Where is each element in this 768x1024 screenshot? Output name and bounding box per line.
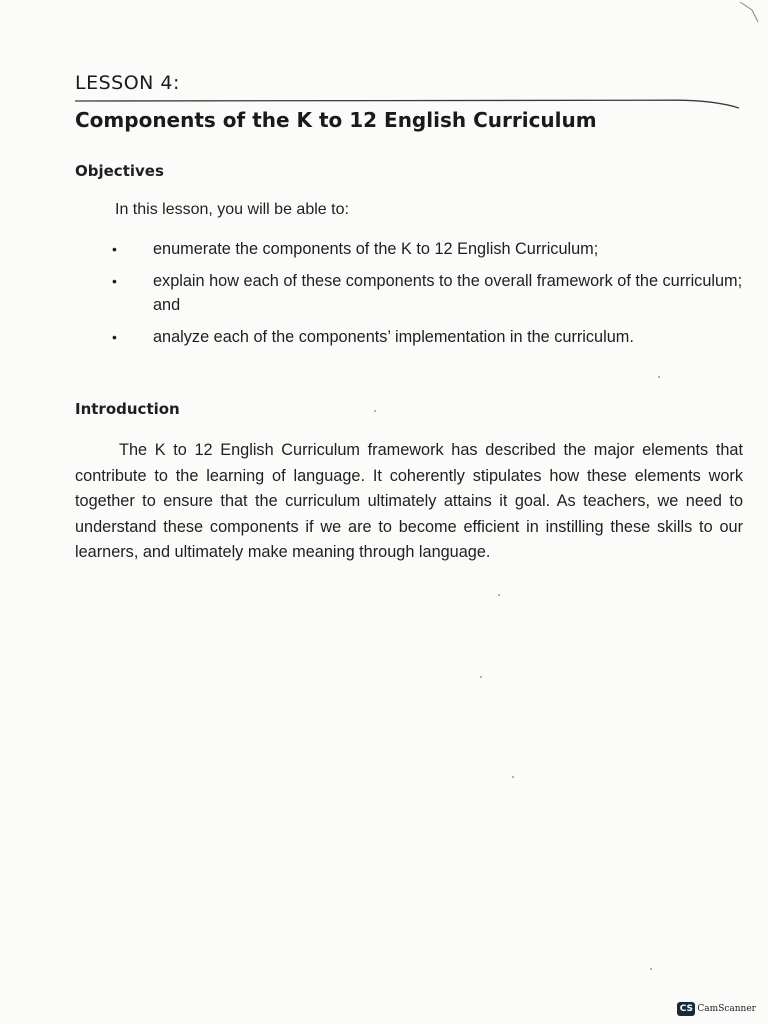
objective-text: explain how each of these components to the overall framework of the curriculum; and xyxy=(153,272,743,314)
scan-speck xyxy=(650,968,652,970)
list-item xyxy=(112,325,752,349)
objectives-list xyxy=(112,237,752,357)
scan-speck xyxy=(512,776,514,778)
list-item xyxy=(112,237,752,261)
objective-text: enumerate the components of the K to 12 English Curriculum; xyxy=(153,240,599,258)
scan-speck xyxy=(658,376,660,378)
list-item xyxy=(112,269,752,317)
objective-text: analyze each of the components’ implementation in the curriculum. xyxy=(153,328,634,346)
objectives-intro: In this lesson, you will be able to: xyxy=(115,201,349,218)
bullet-dot-icon: • xyxy=(112,329,117,345)
objectives-heading: Objectives xyxy=(75,162,164,180)
camscanner-text: CamScanner xyxy=(697,1004,756,1014)
introduction-heading: Introduction xyxy=(75,400,180,418)
bullet-dot-icon: • xyxy=(112,273,117,289)
scan-speck xyxy=(480,676,482,678)
introduction-paragraph: The K to 12 English Curriculum framework has described the major elements that contribute to the learning of language. It coherently stipulates how these elements work together to ensure that the curriculum ultimately attains it goal. As teachers, we need to understand these components if we are to become efficient in instilling these skills to our learners, and ultimately make meaning through language. xyxy=(75,441,743,561)
scan-speck xyxy=(498,594,500,596)
camscanner-watermark xyxy=(677,1002,756,1016)
bullet-dot-icon: • xyxy=(112,241,117,257)
camscanner-logo-icon: CS xyxy=(677,1002,695,1016)
lesson-title: Components of the K to 12 English Curriculum xyxy=(75,108,597,132)
corner-fold-mark xyxy=(738,0,760,24)
lesson-label: LESSON 4: xyxy=(75,72,180,94)
scan-speck xyxy=(374,410,376,412)
